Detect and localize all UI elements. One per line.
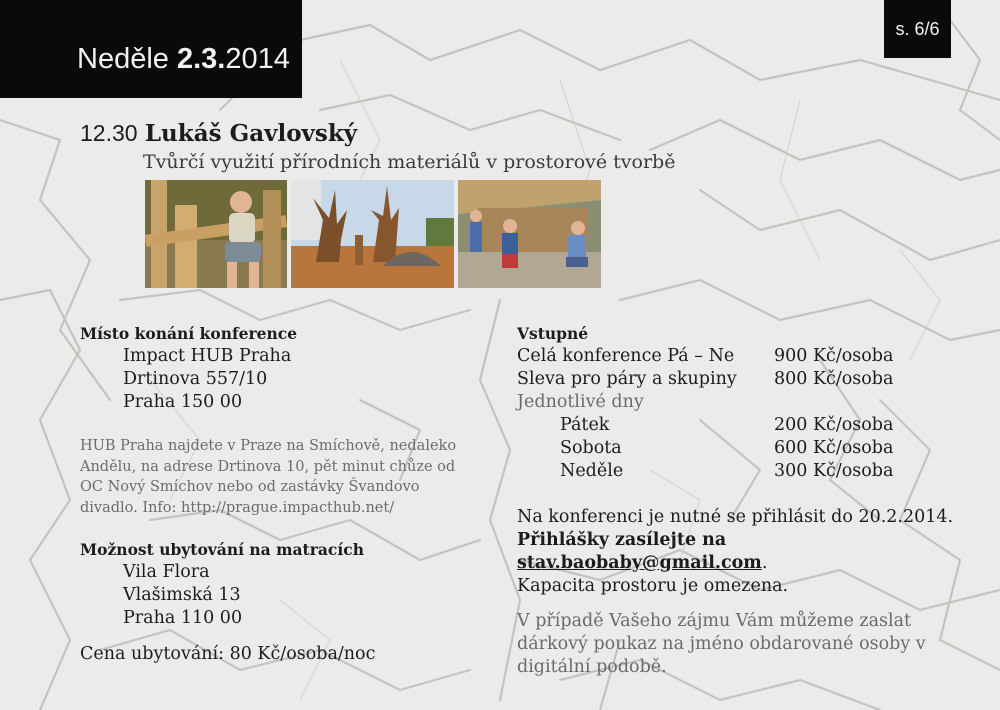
venue-heading: Místo konání konference xyxy=(80,324,298,343)
fees-heading: Vstupné xyxy=(517,324,589,343)
photo-wooden-sculptures xyxy=(291,180,454,288)
fee-row-day xyxy=(517,414,957,437)
registration-send-label: Přihlášky zasílejte na xyxy=(517,530,727,550)
fee-price: 900 Kč/osoba xyxy=(774,346,894,366)
speaker-name: Lukáš Gavlovský xyxy=(144,120,358,147)
lodging-line: Vlašimská 13 xyxy=(123,585,241,605)
lodging-line: Praha 110 00 xyxy=(123,608,243,628)
fee-price: 600 Kč/osoba xyxy=(774,438,894,458)
venue-section xyxy=(80,322,490,414)
fee-price: 800 Kč/osoba xyxy=(774,369,894,389)
single-days-label: Jednotlivé dny xyxy=(517,392,644,412)
lodging-heading: Možnost ubytování na matracích xyxy=(80,540,364,559)
talk-heading xyxy=(80,120,357,147)
registration-deadline: Na konferenci je nutné se přihlásit do 20.2.2014. xyxy=(517,507,954,527)
photo-children-playground xyxy=(458,180,601,288)
fee-label: Sobota xyxy=(560,438,622,458)
fee-label: Celá konference Pá – Ne xyxy=(517,346,735,366)
date-value: 2.3. xyxy=(176,43,226,75)
fee-label: Sleva pro páry a skupiny xyxy=(517,369,737,389)
fee-row-day xyxy=(517,437,957,460)
lodging-price: Cena ubytování: 80 Kč/osoba/noc xyxy=(80,644,376,664)
fee-price: 300 Kč/osoba xyxy=(774,461,894,481)
registration-email-link[interactable]: stav.baobaby@gmail.com xyxy=(517,553,762,573)
fee-row-group xyxy=(517,368,957,391)
fees-section xyxy=(517,322,957,483)
fee-row-day xyxy=(517,460,957,483)
date-year: 2014 xyxy=(225,43,290,75)
talk-time: 12.30 xyxy=(80,120,138,146)
lodging-line: Vila Flora xyxy=(123,562,210,582)
fee-label: Pátek xyxy=(560,415,610,435)
photo-child-on-logs xyxy=(145,180,287,288)
gift-voucher-note: V případě Vašeho zájmu Vám můžeme zaslat dárkový poukaz na jméno obdarované osoby v digitální podobě. xyxy=(517,611,926,677)
fee-price: 200 Kč/osoba xyxy=(774,415,894,435)
talk-title: Tvůrčí využití přírodních materiálů v prostorové tvorbě xyxy=(143,151,676,173)
date-header xyxy=(0,0,302,98)
venue-line: Drtinova 557/10 xyxy=(123,369,268,389)
fee-label: Neděle xyxy=(560,461,624,481)
venue-line: Impact HUB Praha xyxy=(123,346,292,366)
venue-note: HUB Praha najdete v Praze na Smíchově, nedaleko Andělu, na adrese Drtinova 10, pět minut chůze od OC Nový Smíchov nebo od zastávky Švandovo divadlo. Info: http://prague.impacthub.net/ xyxy=(80,438,457,516)
registration-capacity: Kapacita prostoru je omezena. xyxy=(517,576,789,596)
day-name: Neděle xyxy=(77,43,169,75)
venue-line: Praha 150 00 xyxy=(123,392,243,412)
registration-section xyxy=(517,506,957,679)
lodging-section xyxy=(80,538,490,666)
page-number: s. 6/6 xyxy=(884,0,951,58)
fee-row-full xyxy=(517,345,957,368)
registration-send: Přihlášky zasílejte na stav.baobaby@gmail.com. xyxy=(517,530,768,573)
